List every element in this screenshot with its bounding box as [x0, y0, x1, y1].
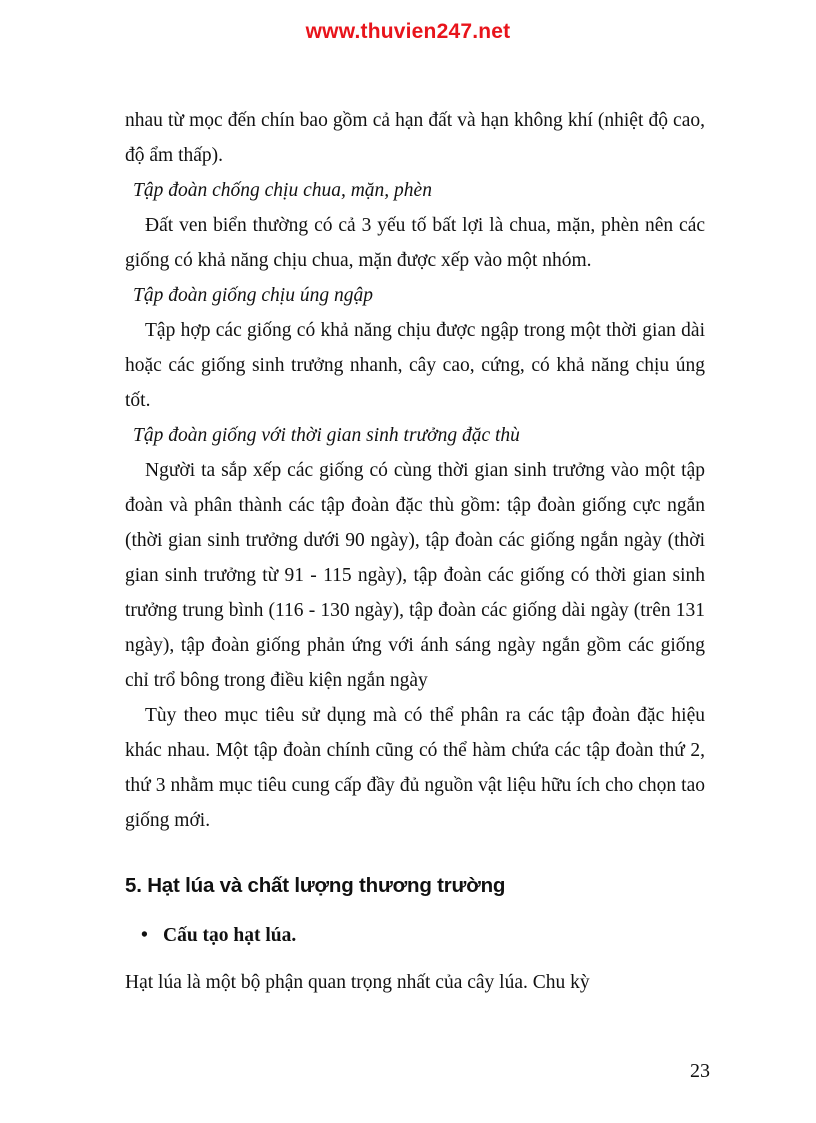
paragraph-continuation: nhau từ mọc đến chín bao gồm cả hạn đất và hạn không khí (nhiệt độ cao, độ ẩm thấp). [125, 110, 705, 166]
bullet-label: Cấu tạo hạt lúa. [163, 925, 297, 946]
page-content [125, 103, 705, 1000]
paragraph-purpose: Tùy theo mục tiêu sử dụng mà có thể phân ra các tập đoàn đặc hiệu khác nhau. Một tập đoàn chính cũng có thể hàm chứa các tập đoàn thứ 2, thứ 3 nhằm mục tiêu cung cấp đầy đủ nguồn vật liệu hữu ích cho chọn tao giống mới. [125, 705, 705, 831]
paragraph-grain: Hạt lúa là một bộ phận quan trọng nhất của cây lúa. Chu kỳ [125, 972, 590, 993]
bullet-item [125, 918, 705, 953]
site-link[interactable]: www.thuvien247.net [305, 20, 511, 43]
paragraph-flood-tolerant: Tập hợp các giống có khả năng chịu được ngập trong một thời gian dài hoặc các giống sinh trưởng nhanh, cây cao, cứng, có khả năng chịu úng tốt. [125, 320, 705, 411]
subheading-growth-duration: Tập đoàn giống với thời gian sinh trưởng đặc thù [133, 425, 520, 446]
paragraph-growth-duration: Người ta sắp xếp các giống có cùng thời gian sinh trưởng vào một tập đoàn và phân thành các tập đoàn đặc thù gồm: tập đoàn giống cực ngắn (thời gian sinh trưởng dưới 90 ngày), tập đoàn các giống ngắn ngày (thời gian sinh trưởng từ 91 - 115 ngày), tập đoàn các giống có thời gian sinh trưởng trung bình (116 - 130 ngày), tập đoàn các giống dài ngày (trên 131 ngày), tập đoàn giống phản ứng với ánh sáng ngày ngắn gồm các giống chỉ trổ bông trong điều kiện ngắn ngày [125, 460, 705, 691]
bullet-icon: • [141, 925, 148, 946]
subheading-acid-saline: Tập đoàn chống chịu chua, mặn, phèn [133, 180, 432, 201]
section-heading: 5. Hạt lúa và chất lượng thương trường [125, 874, 506, 897]
paragraph-acid-saline: Đất ven biển thường có cả 3 yếu tố bất lợi là chua, mặn, phèn nên các giống có khả năng chịu chua, mặn được xếp vào một nhóm. [125, 215, 705, 271]
page-number: 23 [690, 1060, 710, 1082]
subheading-flood-tolerant: Tập đoàn giống chịu úng ngập [133, 285, 373, 306]
